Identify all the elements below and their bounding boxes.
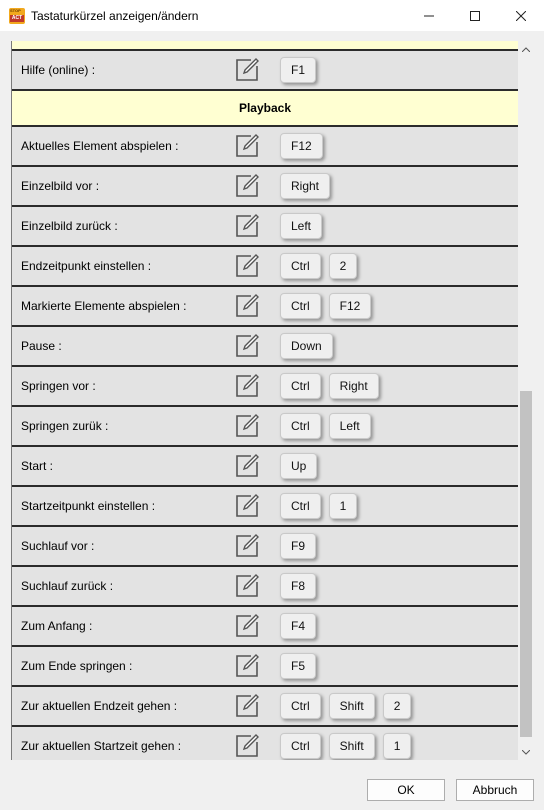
key-combination <box>280 733 411 759</box>
shortcut-label: Suchlauf vor : <box>21 539 95 553</box>
shortcut-label: Endzeitpunkt einstellen : <box>21 259 152 273</box>
key-combination <box>280 173 330 199</box>
key-combination <box>280 653 316 679</box>
key-cap: Ctrl <box>280 693 321 719</box>
edit-pencil-icon[interactable] <box>234 533 260 559</box>
shortcut-row <box>12 447 518 487</box>
edit-pencil-icon[interactable] <box>234 413 260 439</box>
edit-pencil-icon[interactable] <box>234 653 260 679</box>
key-cap: Ctrl <box>280 293 321 319</box>
edit-pencil-icon[interactable] <box>234 453 260 479</box>
shortcut-row <box>12 567 518 607</box>
key-combination <box>280 453 317 479</box>
edit-pencil-icon[interactable] <box>234 693 260 719</box>
section-title: Playback <box>238 101 292 115</box>
shortcut-row <box>12 247 518 287</box>
scroll-down-icon <box>522 750 530 755</box>
edit-pencil-icon[interactable] <box>234 493 260 519</box>
shortcut-row <box>12 287 518 327</box>
shortcut-label: Startzeitpunkt einstellen : <box>21 499 156 513</box>
key-cap: F8 <box>280 573 316 599</box>
key-combination <box>280 693 411 719</box>
vertical-scrollbar[interactable] <box>518 41 534 760</box>
edit-pencil-icon[interactable] <box>234 133 260 159</box>
key-combination <box>280 133 323 159</box>
shortcut-row <box>12 367 518 407</box>
close-icon <box>516 11 526 21</box>
section-header-playback <box>12 91 518 127</box>
key-cap: Right <box>280 173 330 199</box>
edit-pencil-icon[interactable] <box>234 573 260 599</box>
key-cap: Left <box>329 413 371 439</box>
scrollbar-thumb[interactable] <box>520 391 532 737</box>
ok-button[interactable]: OK <box>367 779 445 801</box>
edit-pencil-icon[interactable] <box>234 333 260 359</box>
maximize-button[interactable] <box>452 0 498 31</box>
maximize-icon <box>470 11 480 21</box>
shortcut-label: Zum Anfang : <box>21 619 93 633</box>
key-cap: Left <box>280 213 322 239</box>
shortcut-label: Suchlauf zurück : <box>21 579 114 593</box>
title-bar <box>0 0 544 31</box>
edit-pencil-icon[interactable] <box>234 293 260 319</box>
shortcut-label: Pause : <box>21 339 62 353</box>
cancel-button[interactable]: Abbruch <box>456 779 534 801</box>
key-cap: Ctrl <box>280 413 321 439</box>
key-combination <box>280 57 316 83</box>
edit-pencil-icon[interactable] <box>234 613 260 639</box>
shortcut-row <box>12 487 518 527</box>
scroll-up-icon <box>522 47 530 52</box>
shortcut-label: Markierte Elemente abspielen : <box>21 299 187 313</box>
shortcut-row <box>12 647 518 687</box>
key-cap: F12 <box>280 133 323 159</box>
shortcut-label: Springen zurük : <box>21 419 109 433</box>
close-button[interactable] <box>498 0 544 31</box>
key-combination <box>280 373 379 399</box>
shortcut-row <box>12 127 518 167</box>
key-combination <box>280 613 316 639</box>
shortcut-row <box>12 527 518 567</box>
key-combination <box>280 293 371 319</box>
edit-pencil-icon[interactable] <box>234 373 260 399</box>
key-combination <box>280 573 316 599</box>
key-cap: F1 <box>280 57 316 83</box>
key-combination <box>280 493 357 519</box>
shortcut-row <box>12 167 518 207</box>
shortcut-label: Start : <box>21 459 54 473</box>
edit-pencil-icon[interactable] <box>234 173 260 199</box>
shortcut-label: Zur aktuellen Startzeit gehen : <box>21 739 182 753</box>
edit-pencil-icon[interactable] <box>234 733 260 759</box>
key-cap: F9 <box>280 533 316 559</box>
shortcut-label: Einzelbild zurück : <box>21 219 118 233</box>
shortcut-row <box>12 727 518 760</box>
scroll-up-button[interactable] <box>518 41 534 57</box>
shortcut-label: Zur aktuellen Endzeit gehen : <box>21 699 178 713</box>
edit-pencil-icon[interactable] <box>234 253 260 279</box>
shortcut-row <box>12 687 518 727</box>
key-cap: Ctrl <box>280 253 321 279</box>
shortcut-list[interactable] <box>11 41 519 760</box>
shortcut-row <box>12 407 518 447</box>
app-icon: STOP ACT <box>9 8 25 24</box>
key-cap: F12 <box>329 293 372 319</box>
key-cap: Right <box>329 373 379 399</box>
edit-pencil-icon[interactable] <box>234 57 260 83</box>
key-cap: 1 <box>329 493 358 519</box>
minimize-button[interactable] <box>406 0 452 31</box>
shortcut-row <box>12 51 518 91</box>
shortcut-label: Einzelbild vor : <box>21 179 100 193</box>
key-cap: Down <box>280 333 333 359</box>
key-cap: 2 <box>329 253 358 279</box>
section-header-partial <box>12 41 518 51</box>
key-cap: 2 <box>383 693 412 719</box>
scroll-down-button[interactable] <box>518 744 534 760</box>
shortcut-label: Hilfe (online) : <box>21 63 96 77</box>
shortcut-row <box>12 607 518 647</box>
key-cap: F4 <box>280 613 316 639</box>
key-combination <box>280 533 316 559</box>
key-cap: Up <box>280 453 317 479</box>
key-cap: Ctrl <box>280 493 321 519</box>
key-combination <box>280 253 357 279</box>
edit-pencil-icon[interactable] <box>234 213 260 239</box>
key-cap: Ctrl <box>280 733 321 759</box>
shortcut-label: Aktuelles Element abspielen : <box>21 139 179 153</box>
window-title: Tastaturkürzel anzeigen/ändern <box>31 9 199 23</box>
shortcut-label: Zum Ende springen : <box>21 659 133 673</box>
key-cap: Ctrl <box>280 373 321 399</box>
key-combination <box>280 413 371 439</box>
key-combination <box>280 213 322 239</box>
shortcut-row <box>12 327 518 367</box>
key-cap: F5 <box>280 653 316 679</box>
shortcut-label: Springen vor : <box>21 379 96 393</box>
key-combination <box>280 333 333 359</box>
shortcut-row <box>12 207 518 247</box>
minimize-icon <box>424 11 434 21</box>
key-cap: Shift <box>329 693 375 719</box>
key-cap: Shift <box>329 733 375 759</box>
key-cap: 1 <box>383 733 412 759</box>
